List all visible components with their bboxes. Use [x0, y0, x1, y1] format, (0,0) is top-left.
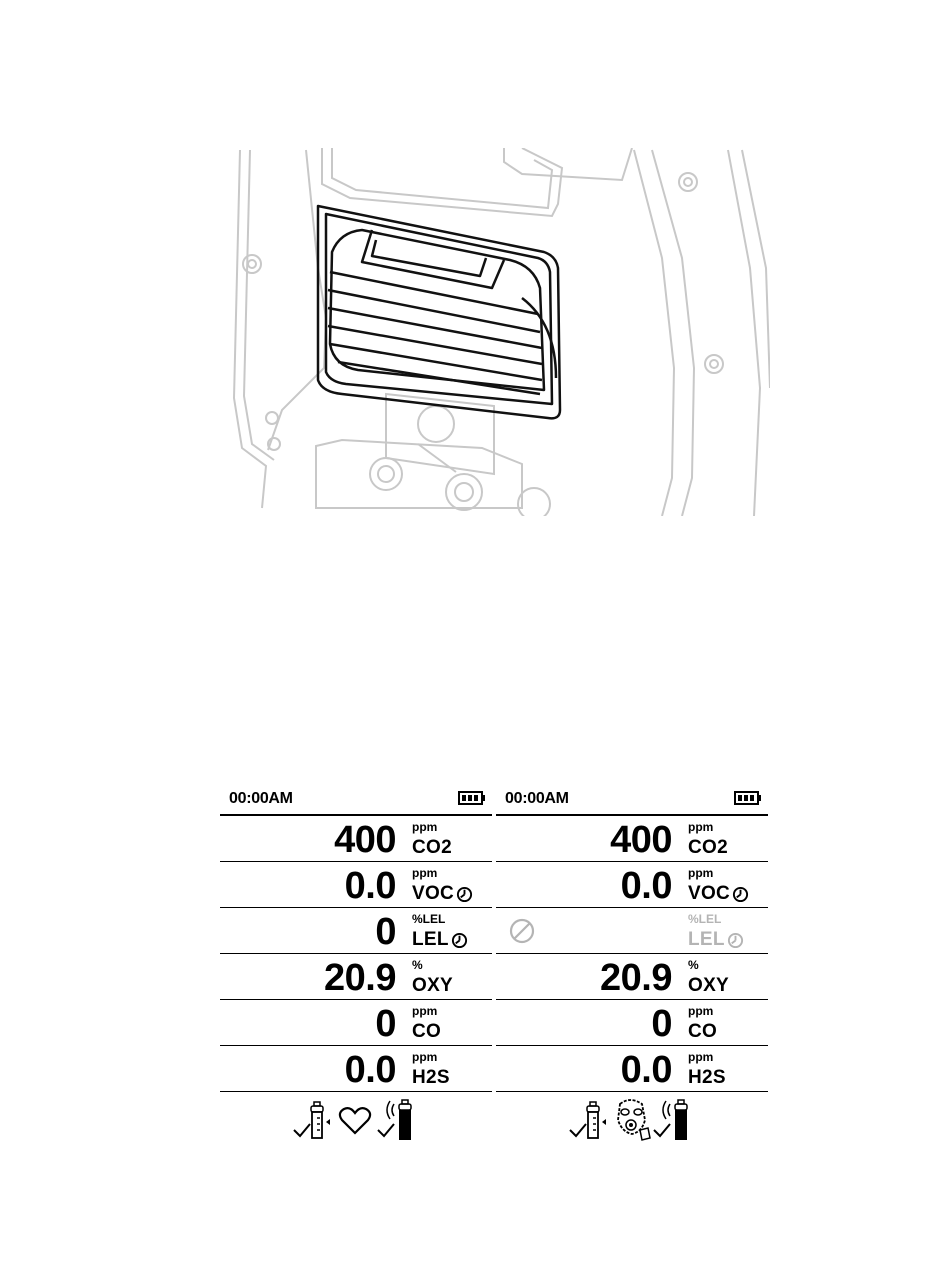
reading-unit: ppm	[688, 1050, 714, 1064]
reading-value: 20.9	[324, 957, 396, 999]
gas-label: VOC	[412, 883, 473, 905]
gas-row-co	[220, 1000, 492, 1046]
gas-label: H2S	[688, 1067, 726, 1088]
reading-value: 0	[375, 1003, 396, 1045]
clock-time: 00:00AM	[229, 790, 293, 807]
bump-test-check-icon	[568, 1100, 616, 1142]
reading-value: 0	[651, 1003, 672, 1045]
gas-label: CO	[412, 1021, 442, 1042]
reading-value: 20.9	[600, 957, 672, 999]
reading-unit: ppm	[412, 820, 438, 834]
reading-unit: %LEL	[688, 912, 722, 926]
status-bar	[220, 784, 492, 816]
reading-unit: ppm	[688, 866, 714, 880]
gas-row-oxy	[220, 954, 492, 1000]
reading-value: 400	[334, 819, 396, 861]
display-screen-right	[496, 784, 768, 1142]
gas-row-h2s	[496, 1046, 768, 1092]
gas-row-voc	[496, 862, 768, 908]
reading-value: 0	[375, 911, 396, 953]
gas-row-h2s	[220, 1046, 492, 1092]
gas-row-co	[496, 1000, 768, 1046]
reading-value: 400	[610, 819, 672, 861]
gas-label: CO2	[412, 837, 452, 858]
sensor-disabled-icon	[508, 917, 536, 945]
gas-row-voc	[220, 862, 492, 908]
gas-row-lel	[220, 908, 492, 954]
gas-label: VOC	[688, 883, 749, 905]
reading-unit: ppm	[412, 1004, 438, 1018]
reading-value: 0.0	[620, 865, 672, 907]
gas-row-co2	[220, 816, 492, 862]
gas-label: OXY	[412, 975, 454, 996]
status-icons	[496, 1098, 768, 1142]
heart-icon	[338, 1106, 372, 1136]
reading-unit: ppm	[688, 820, 714, 834]
battery-icon	[734, 791, 762, 805]
clock-icon	[732, 886, 749, 903]
status-bar	[496, 784, 768, 816]
reading-value: 0.0	[344, 865, 396, 907]
gas-label: CO2	[688, 837, 728, 858]
calibration-check-icon	[376, 1098, 418, 1142]
gas-row-lel-disabled	[496, 908, 768, 954]
reading-value: 0.0	[344, 1049, 396, 1091]
bump-test-check-icon	[292, 1100, 340, 1142]
gas-row-co2	[496, 816, 768, 862]
clock-icon	[727, 932, 744, 949]
clock-time: 00:00AM	[505, 790, 569, 807]
reading-unit: ppm	[688, 1004, 714, 1018]
display-screen-left	[220, 784, 492, 1142]
battery-icon	[458, 791, 486, 805]
gas-mask-icon	[612, 1098, 654, 1142]
reading-unit: ppm	[412, 866, 438, 880]
reading-unit: %	[412, 958, 423, 972]
status-icons	[220, 1098, 492, 1142]
reading-unit: %LEL	[412, 912, 446, 926]
gas-label: CO	[688, 1021, 718, 1042]
gas-row-oxy	[496, 954, 768, 1000]
gas-label: OXY	[688, 975, 730, 996]
calibration-check-icon	[652, 1098, 694, 1142]
reading-unit: ppm	[412, 1050, 438, 1064]
gas-label: LEL	[412, 929, 468, 951]
gas-label: H2S	[412, 1067, 450, 1088]
reading-value: 0.0	[620, 1049, 672, 1091]
clock-icon	[456, 886, 473, 903]
reading-unit: %	[688, 958, 699, 972]
clock-icon	[451, 932, 468, 949]
detector-filter-illustration	[222, 148, 770, 516]
gas-label: LEL	[688, 929, 744, 951]
